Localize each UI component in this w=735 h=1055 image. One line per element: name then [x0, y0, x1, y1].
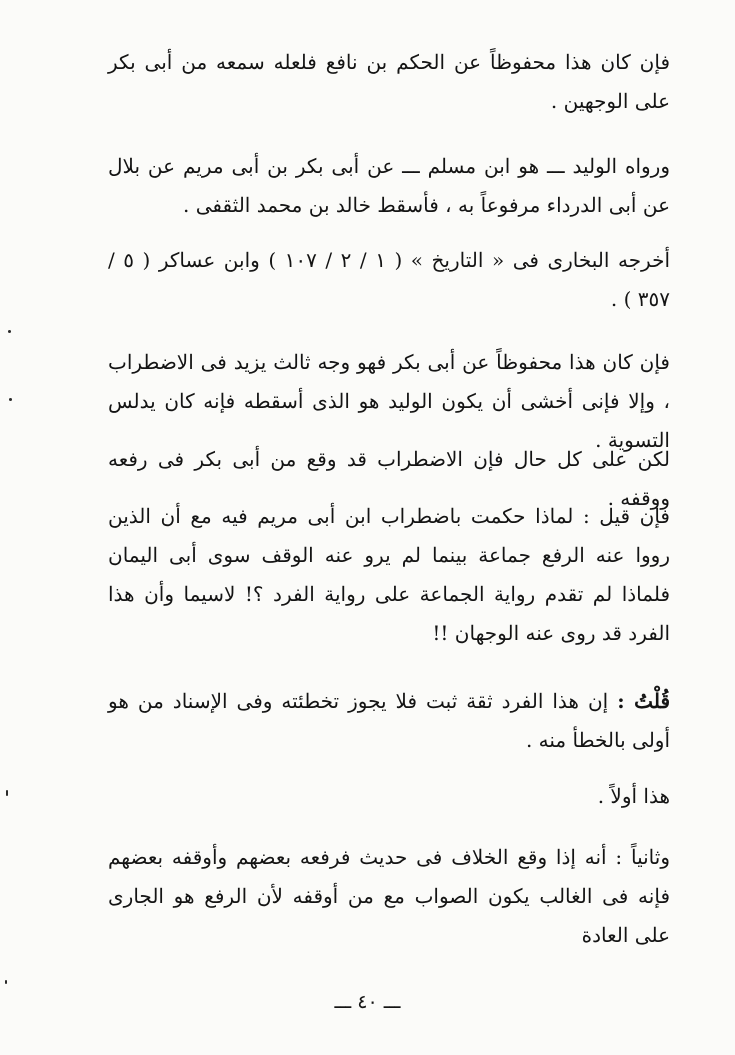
paragraph-4: فإن كان هذا محفوظاً عن أبى بكر فهو وجه ثالث يزيد فى الاضطراب ، وإلا فإنى أخشى أن يكون الوليد هو الذى أسقطه فإنه كان يدلس التسوية .: [108, 350, 670, 452]
paragraph-7-body: إن هذا الفرد ثقة ثبت فلا يجوز تخطئته وفى الإسناد من هو أولى بالخطأ منه .: [108, 689, 670, 752]
paragraph-7: [108, 682, 670, 760]
paragraph-6: فإن قيل : لماذا حكمت باضطراب ابن أبى مريم فيه مع أن الذين رووا عنه الرفع جماعة بينما لم يرو عنه الوقف سوى أبى اليمان فلماذا لم تقدم رواية الجماعة على رواية الفرد ؟! لاسيما وأن هذا الفرد قد روى عنه الوجهان !!: [108, 504, 671, 645]
scan-speck: [9, 398, 12, 401]
scan-speck: [5, 980, 7, 984]
paragraph-3: أخرجه البخارى فى « التاريخ » ( ١ / ٢ / ١٠٧ ) وابن عساكر ( ٥ / ٣٥٧ ) .: [108, 248, 671, 311]
paragraph-9: [108, 838, 670, 955]
scan-speck: [8, 330, 11, 333]
page-number: ـــ ٤٠ ـــ: [334, 991, 401, 1013]
paragraph-9-lead: وثانياً :: [615, 845, 670, 869]
paragraph-1: فإن كان هذا محفوظاً عن الحكم بن نافع فلعله سمعه من أبى بكر على الوجهين .: [108, 50, 670, 113]
paragraph-9-body: أنه إذا وقع الخلاف فى حديث فرفعه بعضهم وأوقفه بعضهم فإنه فى الغالب يكون الصواب مع من أوقفه لأن الرفع هو الجارى على العادة: [108, 845, 670, 947]
scan-speck: [6, 790, 8, 796]
paragraph-8: هذا أولاً .: [597, 784, 670, 808]
paragraph-2: ورواه الوليد ـــ هو ابن مسلم ـــ عن أبى بكر بن أبى مريم عن بلال عن أبى الدرداء مرفوعاً به ، فأسقط خالد بن محمد الثقفى .: [108, 154, 670, 217]
paragraph-7-lead: قُلْتُ :: [617, 689, 671, 713]
paragraph-5: لكن على كل حال فإن الاضطراب قد وقع من أبى بكر فى رفعه ووقفه .: [108, 447, 670, 510]
